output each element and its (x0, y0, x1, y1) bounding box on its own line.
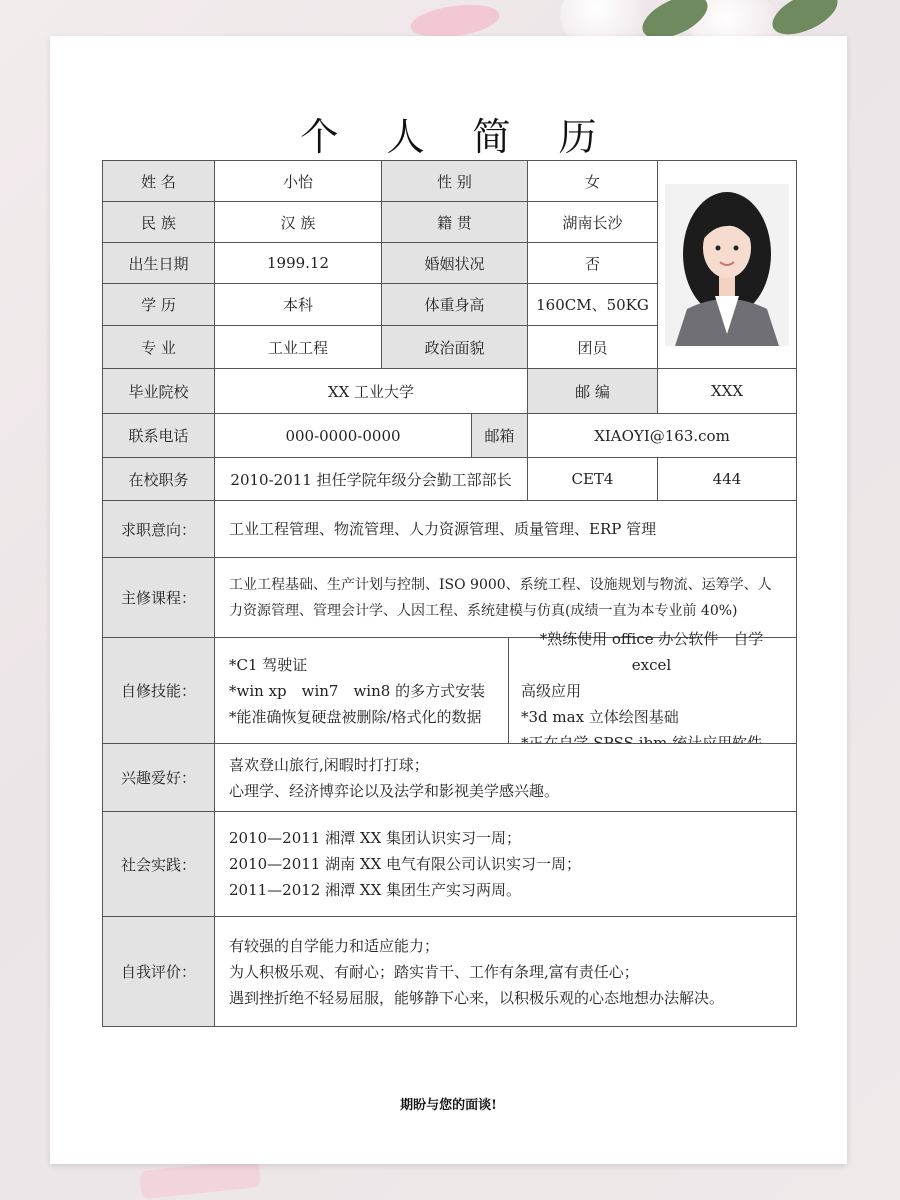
skill-item: *能准确恢复硬盘被删除/格式化的数据 (229, 707, 482, 726)
email-value: XIAOYI@163.com (527, 413, 797, 458)
self-label: 自我评价： (102, 916, 215, 1027)
self-line: 遇到挫折绝不轻易屈服，能够静下心来，以积极乐观的心态地想办法解决。 (229, 988, 725, 1007)
practice-line: 2011—2012 湘潭 XX 集团生产实习两周。 (229, 881, 522, 899)
hobby-label: 兴趣爱好： (102, 743, 215, 812)
skill-item: 高级应用 (521, 681, 582, 700)
name-label: 姓 名 (102, 160, 215, 202)
school-label: 毕业院校 (102, 368, 215, 414)
gender-label: 性 别 (381, 160, 528, 202)
intent-label: 求职意向： (102, 500, 215, 558)
skills-right (508, 629, 797, 744)
major-value: 工业工程 (214, 325, 382, 369)
person-photo-icon (665, 184, 789, 346)
ethnicity-value: 汉 族 (214, 201, 382, 243)
courses-label: 主修课程： (102, 557, 215, 638)
position-value: 2010-2011 担任学院年级分会勤工部部长 (214, 457, 528, 501)
ribbon-decoration (139, 1159, 261, 1199)
cet-label: CET4 (527, 457, 658, 501)
practice-line: 2010—2011 湖南 XX 电气有限公司认识实习一周； (229, 855, 582, 873)
education-label: 学 历 (102, 283, 215, 326)
education-value: 本科 (214, 283, 382, 326)
marital-value: 否 (527, 242, 658, 284)
hobby-line: 喜欢登山旅行,闲暇时打打球； (229, 755, 429, 774)
phone-label: 联系电话 (102, 413, 215, 458)
skill-item: *win xp win7 win8 的多方式安装 (229, 681, 486, 700)
practice-label: 社会实践： (102, 811, 215, 917)
body-value: 160CM、50KG (527, 283, 658, 326)
hometown-value: 湖南长沙 (527, 201, 658, 243)
postcode-label: 邮 编 (527, 368, 658, 414)
major-label: 专 业 (102, 325, 215, 369)
name-value: 小怡 (214, 160, 382, 202)
phone-value: 000-0000-0000 (214, 413, 472, 458)
resume-page (50, 36, 847, 1164)
closing-note: 期盼与您的面谈! (400, 1098, 497, 1113)
intent-value: 工业工程管理、物流管理、人力资源管理、质量管理、ERP 管理 (214, 500, 797, 558)
gender-value: 女 (527, 160, 658, 202)
body-label: 体重身高 (381, 283, 528, 326)
birth-label: 出生日期 (102, 242, 215, 284)
hometown-label: 籍 贯 (381, 201, 528, 243)
birth-value: 1999.12 (214, 242, 382, 284)
hobby-value (214, 743, 797, 812)
ethnicity-label: 民 族 (102, 201, 215, 243)
school-value: XX 工业大学 (214, 368, 528, 414)
cet-value: 444 (657, 457, 797, 501)
postcode-value: XXX (657, 368, 797, 414)
self-line: 为人积极乐观、有耐心；踏实肯干、工作有条理,富有责任心； (229, 962, 639, 981)
profile-photo (657, 160, 797, 369)
email-label: 邮箱 (471, 413, 528, 458)
self-value (214, 916, 797, 1027)
skills-left (214, 637, 509, 744)
political-label: 政治面貌 (381, 325, 528, 369)
practice-line: 2010—2011 湘潭 XX 集团认识实习一周； (229, 829, 522, 847)
resume-title: 个 人 简 历 (300, 115, 615, 159)
skill-item: *熟练使用 office 办公软件 自学 excel (539, 629, 764, 674)
political-value: 团员 (527, 325, 658, 369)
marital-label: 婚姻状况 (381, 242, 528, 284)
skill-item: *C1 驾驶证 (229, 655, 308, 674)
courses-line: 工业工程基础、生产计划与控制、ISO 9000、系统工程、设施规划与物流、运筹学、人 (229, 576, 772, 593)
self-line: 有较强的自学能力和适应能力； (229, 936, 440, 955)
skills-label: 自修技能： (102, 637, 215, 744)
position-label: 在校职务 (102, 457, 215, 501)
skill-item: *3d max 立体绘图基础 (521, 707, 679, 726)
hobby-line: 心理学、经济博弈论以及法学和影视美学感兴趣。 (229, 781, 560, 800)
courses-line: 力资源管理、管理会计学、人因工程、系统建模与仿真(成绩一直为本专业前 40%) (229, 602, 738, 619)
practice-value (214, 811, 797, 917)
